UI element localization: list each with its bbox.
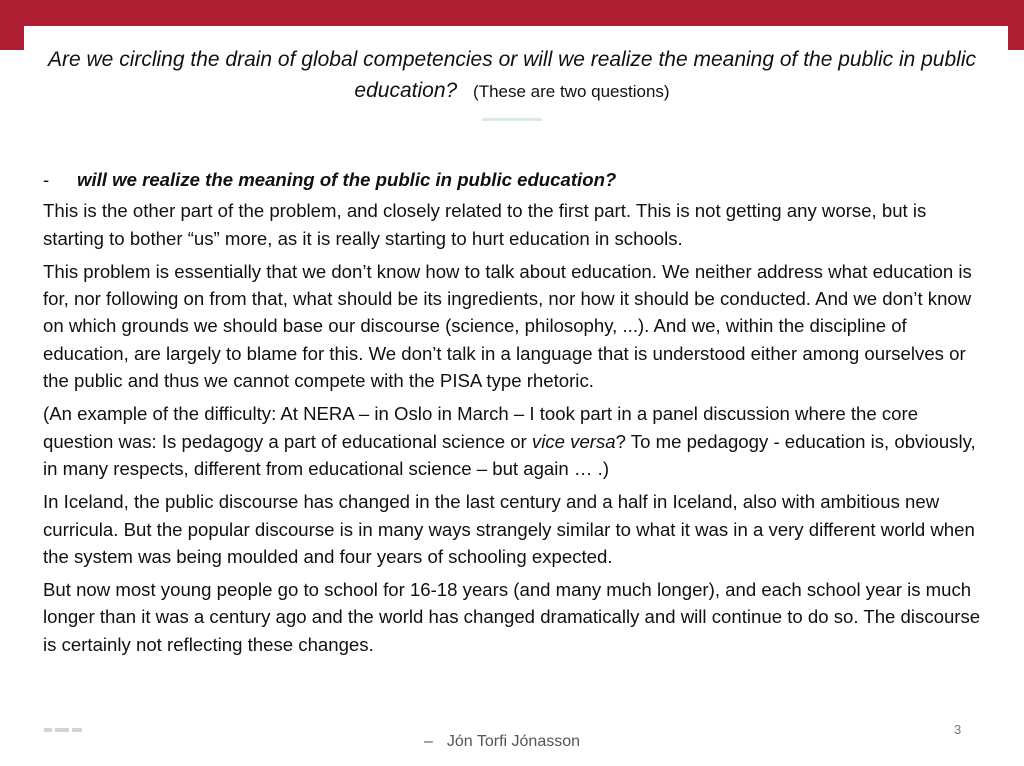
slide-title: Are we circling the drain of global competencies or will we realize the meaning of the public in public education?	[48, 48, 976, 102]
slide-title-block	[30, 44, 994, 107]
footer-dash: –	[424, 733, 433, 750]
footer-author	[424, 733, 580, 751]
section-heading-text: will we realize the meaning of the public in public education?	[77, 169, 617, 190]
paragraph-intro: This is the other part of the problem, and closely related to the first part. This is not getting any worse, but is starting to bother “us” more, as it is really starting to hurt education in schools.	[43, 200, 927, 249]
section-heading	[43, 166, 983, 193]
example-text-before: (An example of the difficulty: At NERA – in Oslo in March – I took part in a panel discussion where the core question was: Is pedagogy a part of educational science or	[43, 403, 919, 452]
paragraph-problem: This problem is essentially that we don’t know how to talk about education. We neither address what education is for, nor following on from that, what should be its ingredients, nor how it should be conducted. And we don’t know on which grounds we should base our discourse (science, philosophy, ...). And we, within the discipline of education, are largely to blame for this. We don’t talk in a language that is understood either among ourselves or the public and thus we cannot compete with the PISA type rhetoric.	[43, 260, 972, 392]
slide-body	[43, 166, 983, 664]
footer-logo	[44, 728, 84, 736]
example-emphasis: vice versa	[531, 430, 616, 452]
page-number: 3	[954, 722, 962, 737]
paragraph-example	[43, 400, 983, 482]
slide-subtitle: (These are two questions)	[473, 82, 670, 101]
title-underline	[482, 118, 542, 121]
bullet-dash: -	[43, 169, 50, 190]
author-name: Jón Torfi Jónasson	[446, 733, 581, 750]
paragraph-iceland: In Iceland, the public discourse has changed in the last century and a half in Iceland, also with ambitious new curricula. But the popular discourse is in many ways strangely similar to what it was in a very different world when the system was being moulded and four years of schooling expected.	[43, 491, 975, 567]
example-text-after: ? To me pedagogy - education is, obviously, in many respects, different from educational science – but again … .)	[43, 430, 976, 479]
paragraph-young-people: But now most young people go to school for 16-18 years (and many much longer), and each school year is much longer than it was a century ago and the world has changed dramatically and will continue to do so. The discourse is certainly not reflecting these changes.	[43, 579, 981, 655]
